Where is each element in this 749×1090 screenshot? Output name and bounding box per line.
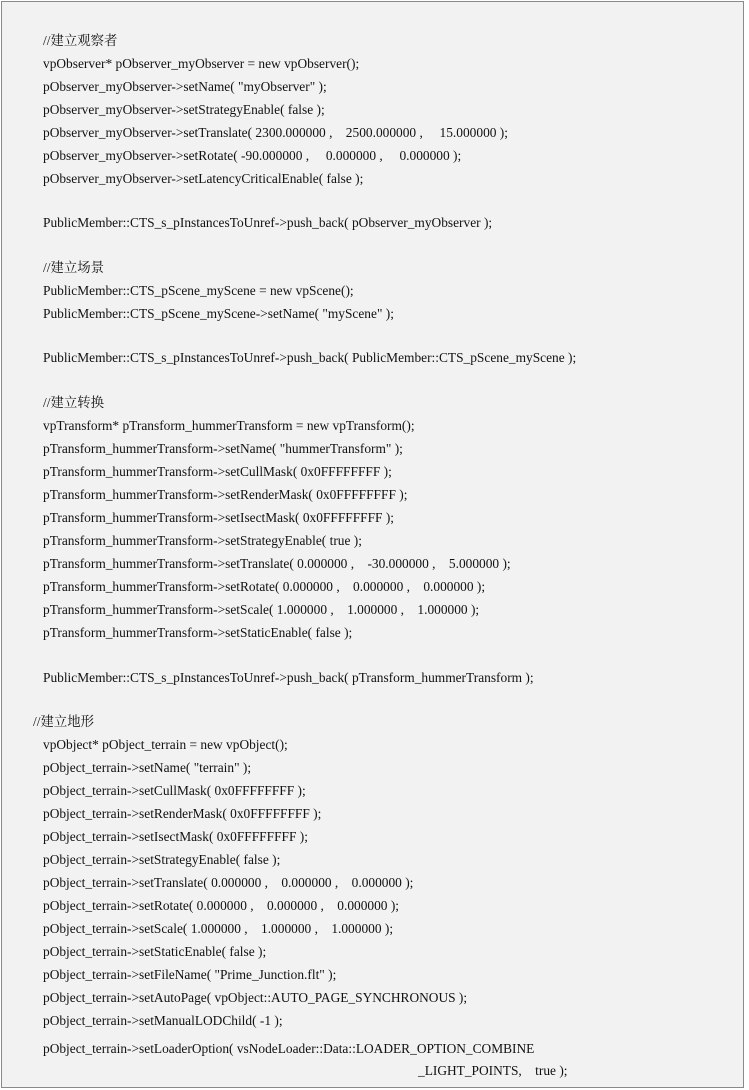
comment-line: //建立观察者 xyxy=(43,33,118,48)
code-line: pTransform_hummerTransform->setCullMask( 0x0FFFFFFFF ); xyxy=(43,464,392,479)
comment-line: //建立场景 xyxy=(43,260,105,275)
code-line: pObject_terrain->setScale( 1.000000 , 1.000000 , 1.000000 ); xyxy=(43,921,394,936)
code-line: PublicMember::CTS_s_pInstancesToUnref->push_back( pTransform_hummerTransform ); xyxy=(43,670,534,685)
code-line-continuation: _LIGHT_POINTS, true ); xyxy=(418,1063,568,1078)
code-line: pObject_terrain->setStaticEnable( false ); xyxy=(43,944,267,959)
code-line: pObject_terrain->setAutoPage( vpObject::AUTO_PAGE_SYNCHRONOUS ); xyxy=(43,990,468,1005)
code-line: pObject_terrain->setLoaderOption( vsNodeLoader::Data::LOADER_OPTION_COMBINE xyxy=(43,1041,535,1056)
code-line: pObject_terrain->setRotate( 0.000000 , 0.000000 , 0.000000 ); xyxy=(43,898,400,913)
code-line: pObserver_myObserver->setTranslate( 2300.000000 , 2500.000000 , 15.000000 ); xyxy=(43,125,508,140)
code-line: pTransform_hummerTransform->setStrategyEnable( true ); xyxy=(43,533,362,548)
code-line: PublicMember::CTS_s_pInstancesToUnref->push_back( PublicMember::CTS_pScene_myScene ); xyxy=(43,350,577,365)
code-line: PublicMember::CTS_s_pInstancesToUnref->push_back( pObserver_myObserver ); xyxy=(43,215,493,230)
code-line: PublicMember::CTS_pScene_myScene = new vpScene(); xyxy=(43,283,354,298)
code-line: pObject_terrain->setCullMask( 0x0FFFFFFFF ); xyxy=(43,783,306,798)
code-line: pTransform_hummerTransform->setName( "hummerTransform" ); xyxy=(43,441,403,456)
code-listing xyxy=(1,1,744,1088)
code-line: pTransform_hummerTransform->setScale( 1.000000 , 1.000000 , 1.000000 ); xyxy=(43,602,480,617)
code-line: vpObserver* pObserver_myObserver = new vpObserver(); xyxy=(43,56,360,71)
code-line: pTransform_hummerTransform->setRotate( 0.000000 , 0.000000 , 0.000000 ); xyxy=(43,579,486,594)
code-line: pObject_terrain->setStrategyEnable( false ); xyxy=(43,852,281,867)
code-line: pObserver_myObserver->setName( "myObserver" ); xyxy=(43,79,327,94)
code-line: pTransform_hummerTransform->setRenderMask( 0x0FFFFFFFF ); xyxy=(43,487,408,502)
code-line: vpObject* pObject_terrain = new vpObject(); xyxy=(43,737,288,752)
code-line: pObject_terrain->setIsectMask( 0x0FFFFFFFF ); xyxy=(43,829,308,844)
code-line: pObject_terrain->setRenderMask( 0x0FFFFFFFF ); xyxy=(43,806,322,821)
comment-line: //建立地形 xyxy=(33,714,95,729)
code-line: pObject_terrain->setFileName( "Prime_Junction.flt" ); xyxy=(43,967,337,982)
code-line: pObserver_myObserver->setLatencyCriticalEnable( false ); xyxy=(43,171,364,186)
comment-line: //建立转换 xyxy=(43,395,105,410)
code-line: pTransform_hummerTransform->setIsectMask( 0x0FFFFFFFF ); xyxy=(43,510,395,525)
code-line: pObserver_myObserver->setRotate( -90.000000 , 0.000000 , 0.000000 ); xyxy=(43,148,462,163)
code-line: vpTransform* pTransform_hummerTransform = new vpTransform(); xyxy=(43,418,415,433)
code-line: pTransform_hummerTransform->setStaticEnable( false ); xyxy=(43,625,353,640)
code-line: pObject_terrain->setName( "terrain" ); xyxy=(43,760,252,775)
code-line: pObserver_myObserver->setStrategyEnable( false ); xyxy=(43,102,325,117)
code-line: pObject_terrain->setManualLODChild( -1 ); xyxy=(43,1013,283,1028)
code-line: pObject_terrain->setTranslate( 0.000000 , 0.000000 , 0.000000 ); xyxy=(43,875,414,890)
code-line: PublicMember::CTS_pScene_myScene->setName( "myScene" ); xyxy=(43,306,394,321)
code-line: pTransform_hummerTransform->setTranslate( 0.000000 , -30.000000 , 5.000000 ); xyxy=(43,556,511,571)
